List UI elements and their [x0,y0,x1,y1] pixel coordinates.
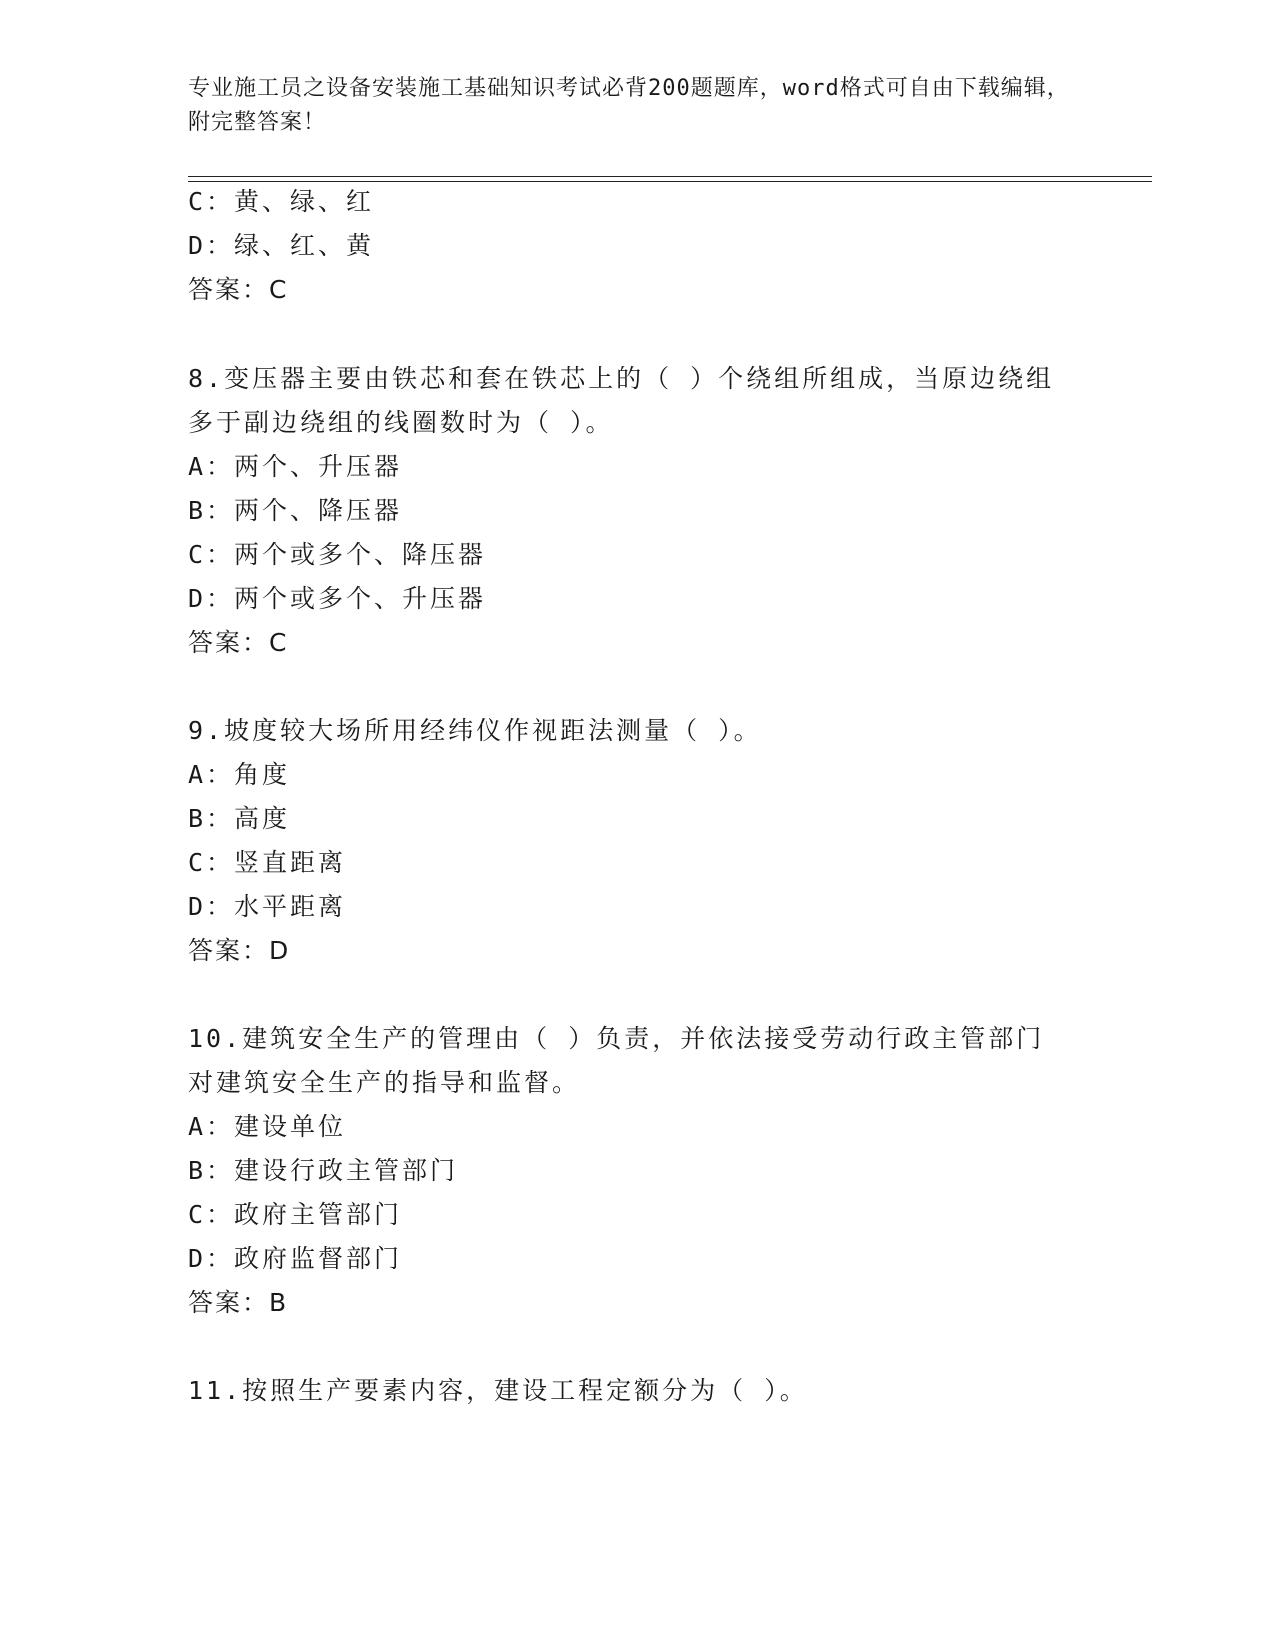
header-divider-bottom [188,181,1152,182]
q10-stem-line1: 10.建筑安全生产的管理由（ ）负责，并依法接受劳动行政主管部门 [188,1024,1045,1053]
q10-option-a: A：建设单位 [188,1112,347,1141]
q10-stem-line2: 对建筑安全生产的指导和监督。 [188,1068,581,1097]
q9-option-d: D：水平距离 [188,892,347,921]
q8-option-a: A：两个、升压器 [188,452,403,481]
q11-stem-line1: 11.按照生产要素内容，建设工程定额分为（ ）。 [188,1376,808,1405]
q10-option-d: D：政府监督部门 [188,1244,403,1273]
q9-answer: 答案：D [188,936,291,965]
q8-stem-line1: 8.变压器主要由铁芯和套在铁芯上的（ ）个绕组所组成，当原边绕组 [188,364,1055,393]
header-divider-top [188,176,1152,177]
q7-option-d: D：绿、红、黄 [188,231,375,260]
q8-option-b: B：两个、降压器 [188,496,403,525]
q10-option-b: B：建设行政主管部门 [188,1156,459,1185]
q7-option-c: C：黄、绿、红 [188,187,375,216]
q9-option-a: A：角度 [188,760,291,789]
q9-option-c: C：竖直距离 [188,848,347,877]
document-header: 专业施工员之设备安装施工基础知识考试必背200题题库，word格式可自由下载编辑，附完整答案！ [188,76,1070,135]
q9-option-b: B：高度 [188,804,291,833]
q8-stem-line2: 多于副边绕组的线圈数时为（ ）。 [188,408,614,437]
q7-answer: 答案：C [188,275,289,304]
q9-stem-line1: 9.坡度较大场所用经纬仪作视距法测量（ ）。 [188,716,762,745]
q8-answer: 答案：C [188,628,289,657]
q8-option-d: D：两个或多个、升压器 [188,584,487,613]
q8-option-c: C：两个或多个、降压器 [188,540,487,569]
q10-option-c: C：政府主管部门 [188,1200,403,1229]
q10-answer: 答案：B [188,1288,289,1317]
